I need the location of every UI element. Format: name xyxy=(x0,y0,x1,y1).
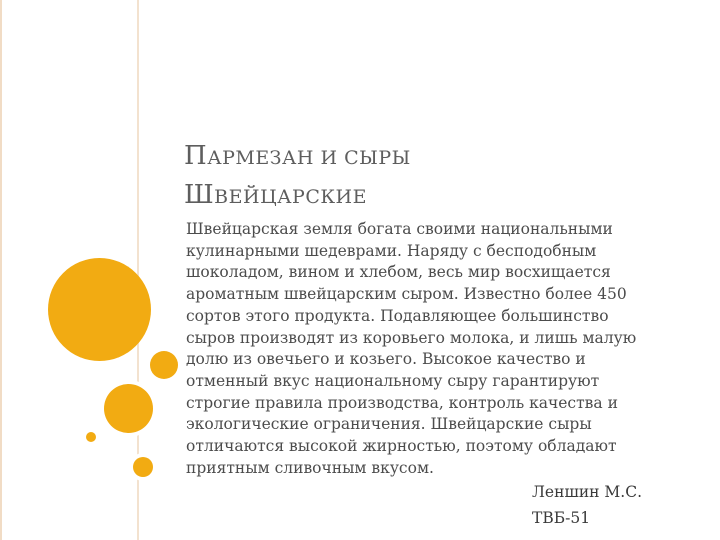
decorative-circle-large xyxy=(48,258,151,361)
decorative-circle-medium xyxy=(104,384,153,433)
author-name: Леншин М.С. xyxy=(532,483,643,501)
decorative-circle-dot xyxy=(86,432,96,442)
decorative-circle-small xyxy=(150,351,178,379)
slide-title xyxy=(184,138,684,216)
author-group: ТВБ-51 xyxy=(532,508,591,527)
title-line-2: ШВЕЙЦАРСКИЕ xyxy=(184,180,367,210)
author-block xyxy=(532,482,642,529)
title-line-1: ПАРМЕЗАН И СЫРЫ xyxy=(184,141,411,171)
decorative-circle-small-2 xyxy=(133,457,153,477)
body-paragraph: Швейцарская земля богата своими национальными кулинарными шедеврами. Наряду с бесподобным шоколадом, вином и хлебом, весь мир восхищается ароматным швейцарским сыром. Известно более 450 сортов этого продукта. Подавляющее большинство сыров производят из коровьего молока, и лишь малую долю из овечьего и козьего. Высокое качество и отменный вкус национальному сыру гарантируют строгие правила производства, контроль качества и экологические ограничения. Швейцарские сыры отличаются высокой жирностью, поэтому обладают приятным сливочным вкусом. xyxy=(186,220,637,477)
